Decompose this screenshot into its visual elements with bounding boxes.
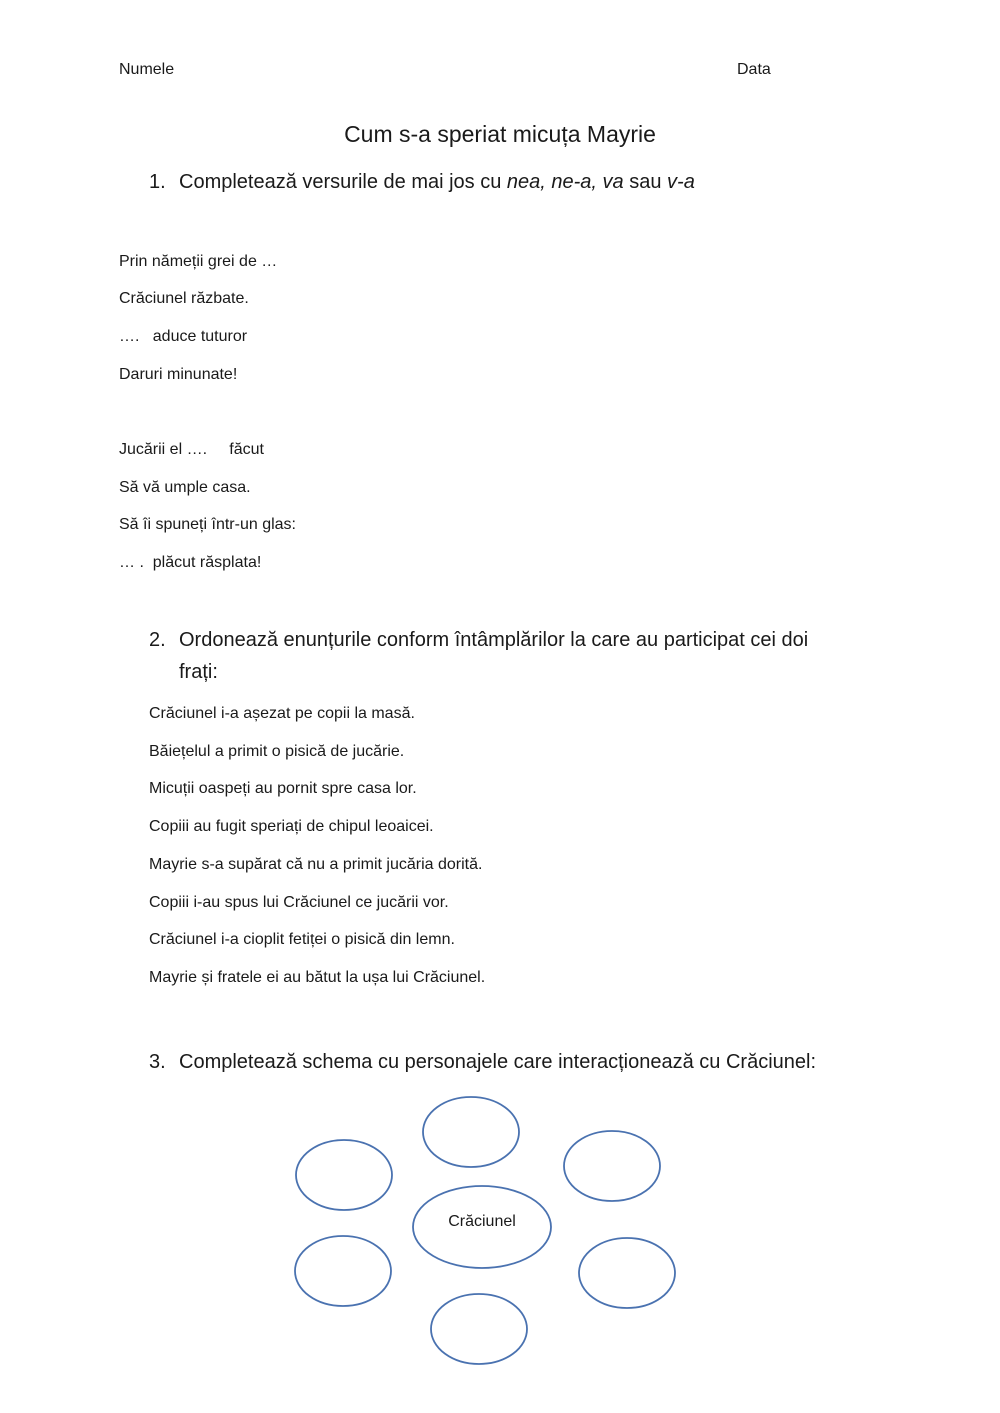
oval-lower-right[interactable] bbox=[579, 1238, 675, 1308]
stanza-2-line-3: Să îi spuneți într-un glas: bbox=[119, 516, 296, 533]
oval-upper-right[interactable] bbox=[564, 1131, 660, 1201]
oval-lower-left[interactable] bbox=[295, 1236, 391, 1306]
question-1-text-before: Completează versurile de mai jos cu bbox=[179, 171, 507, 193]
name-label: Numele bbox=[119, 61, 175, 78]
sentence-2: Băiețelul a primit o pisică de jucărie. bbox=[149, 743, 405, 760]
stanza-1-line-3: …. aduce tuturor bbox=[119, 328, 248, 345]
stanza-1-line-1: Prin nămeții grei de … bbox=[119, 253, 278, 270]
sentence-3: Micuții oaspeți au pornit spre casa lor. bbox=[149, 780, 417, 797]
oval-bottom[interactable] bbox=[431, 1294, 527, 1364]
question-1-option-last: v-a bbox=[667, 171, 695, 193]
page-title: Cum s-a speriat micuța Mayrie bbox=[344, 121, 656, 147]
question-1-number: 1. bbox=[149, 171, 166, 193]
question-1-options: nea, ne-a, va bbox=[506, 171, 624, 193]
stanza-1-line-2: Crăciunel răzbate. bbox=[119, 290, 249, 307]
question-2-number: 2. bbox=[149, 629, 166, 651]
sentence-5: Mayrie s-a supărat că nu a primit jucăria dorită. bbox=[149, 856, 483, 873]
sentence-6: Copiii i-au spus lui Crăciunel ce jucării vor. bbox=[149, 894, 449, 911]
sentence-4: Copiii au fugit speriați de chipul leoaicei. bbox=[149, 818, 434, 835]
oval-upper-left[interactable] bbox=[296, 1140, 392, 1210]
date-label: Data bbox=[737, 61, 771, 78]
stanza-2-line-4: … . plăcut răsplata! bbox=[119, 554, 262, 571]
sentence-8: Mayrie și fratele ei au bătut la ușa lui Crăciunel. bbox=[149, 969, 486, 986]
stanza-2-line-2: Să vă umple casa. bbox=[119, 479, 251, 496]
stanza-2-line-1: Jucării el …. făcut bbox=[119, 441, 264, 458]
sentence-7: Crăciunel i-a cioplit fetiței o pisică din lemn. bbox=[149, 931, 455, 948]
oval-top[interactable] bbox=[423, 1097, 519, 1167]
question-1-text-middle: sau bbox=[623, 171, 668, 193]
question-3-number: 3. bbox=[149, 1051, 166, 1073]
sentence-1: Crăciunel i-a așezat pe copii la masă. bbox=[149, 705, 415, 722]
question-2-text-line-2: frați: bbox=[179, 661, 218, 683]
scheme-center-label: Crăciunel bbox=[448, 1213, 516, 1230]
question-3-text: Completează schema cu personajele care interacționează cu Crăciunel: bbox=[179, 1051, 817, 1073]
stanza-1-line-4: Daruri minunate! bbox=[119, 366, 238, 383]
question-2-text-line-1: Ordonează enunțurile conform întâmplărilor la care au participat cei doi bbox=[179, 629, 809, 651]
